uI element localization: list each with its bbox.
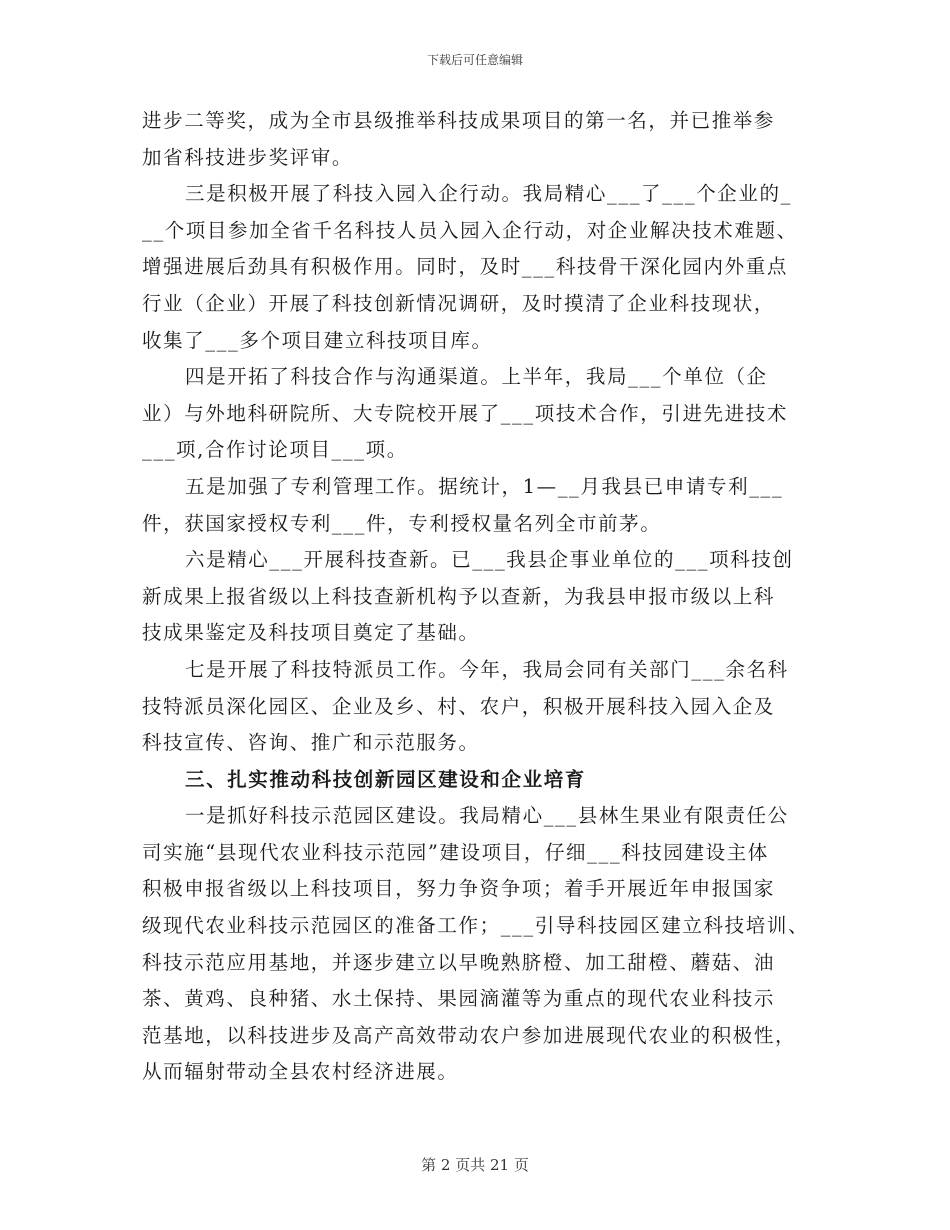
document-body <box>142 103 822 1091</box>
text-line: ___项,合作讨论项目___项。 <box>142 438 408 462</box>
text-line: 科技示范应用基地，并逐步建立以早晚熟脐橙、加工甜橙、蘑菇、油 <box>142 950 776 974</box>
page-number-label: 第 2 页共 21 页 <box>421 1156 529 1174</box>
text-line: 茶、黄鸡、良种猪、水土保持、果园滴灌等为重点的现代农业科技示 <box>142 987 776 1011</box>
paragraph-start-line: 五是加强了专利管理工作。据统计，1—__月我县已申请专利___ <box>185 474 784 498</box>
text-line: 进步二等奖，成为全市县级推举科技成果项目的第一名，并已推举参 <box>142 109 776 132</box>
text-line: 技特派员深化园区、企业及乡、村、农户，积极开展科技入园入企及 <box>142 694 776 718</box>
header-note: 下载后可任意编辑 <box>426 53 523 67</box>
text-line: 技成果鉴定及科技项目奠定了基础。 <box>142 621 480 645</box>
text-line: 从而辐射带动全县农村经济进展。 <box>142 1060 459 1084</box>
paragraph-start-line: 六是精心___开展科技查新。已___我县企事业单位的___项科技创 <box>185 548 794 572</box>
text-line: 范基地，以科技进步及高产高效带动农户参加进展现代农业的积极性， <box>142 1023 797 1047</box>
text-line: 件，获国家授权专利___件，专利授权量名列全市前茅。 <box>142 511 662 535</box>
text-line: __个项目参加全省千名科技人员入园入企行动，对企业解决技术难题、 <box>142 218 798 242</box>
text-line: 新成果上报省级以上科技查新机构予以查新，为我县申报市级以上科 <box>142 584 776 608</box>
text-line: 科技宣传、咨询、推广和示范服务。 <box>142 731 480 755</box>
section-heading: 三、扎实推动科技创新园区建设和企业培育 <box>185 767 586 791</box>
paragraph-start-line: 四是开拓了科技合作与沟通渠道。上半年，我局___个单位（企 <box>185 365 768 389</box>
text-line: 级现代农业科技示范园区的准备工作；___引导科技园区建立科技培训、 <box>142 914 810 938</box>
text-line: 增强进展后劲具有积极作用。同时，及时___科技骨干深化园内外重点 <box>142 255 788 279</box>
text-line: 司实施“县现代农业科技示范园”建设项目，仔细___科技园建设主体 <box>142 840 769 864</box>
text-line: 业）与外地科研院所、大专院校开展了___项技术合作，引进先进技术 <box>142 401 788 425</box>
paragraph-start-line: 七是开展了科技特派员工作。今年，我局会同有关部门___余名科 <box>185 657 789 681</box>
page-footer <box>0 1155 950 1175</box>
text-line: 积极申报省级以上科技项目，努力争资争项；着手开展近年申报国家 <box>142 877 776 901</box>
paragraph-start-line: 三是积极开展了科技入园入企行动。我局精心___了___个企业的_ <box>185 182 792 206</box>
text-line: 加省科技进步奖评审。 <box>142 145 354 169</box>
page-header <box>0 52 950 68</box>
text-line: 行业（企业）开展了科技创新情况调研，及时摸清了企业科技现状， <box>142 291 776 315</box>
paragraph-start-line: 一是抓好科技示范园区建设。我局精心___县林生果业有限责任公 <box>185 804 789 828</box>
text-line: 收集了___多个项目建立科技项目库。 <box>142 328 493 352</box>
